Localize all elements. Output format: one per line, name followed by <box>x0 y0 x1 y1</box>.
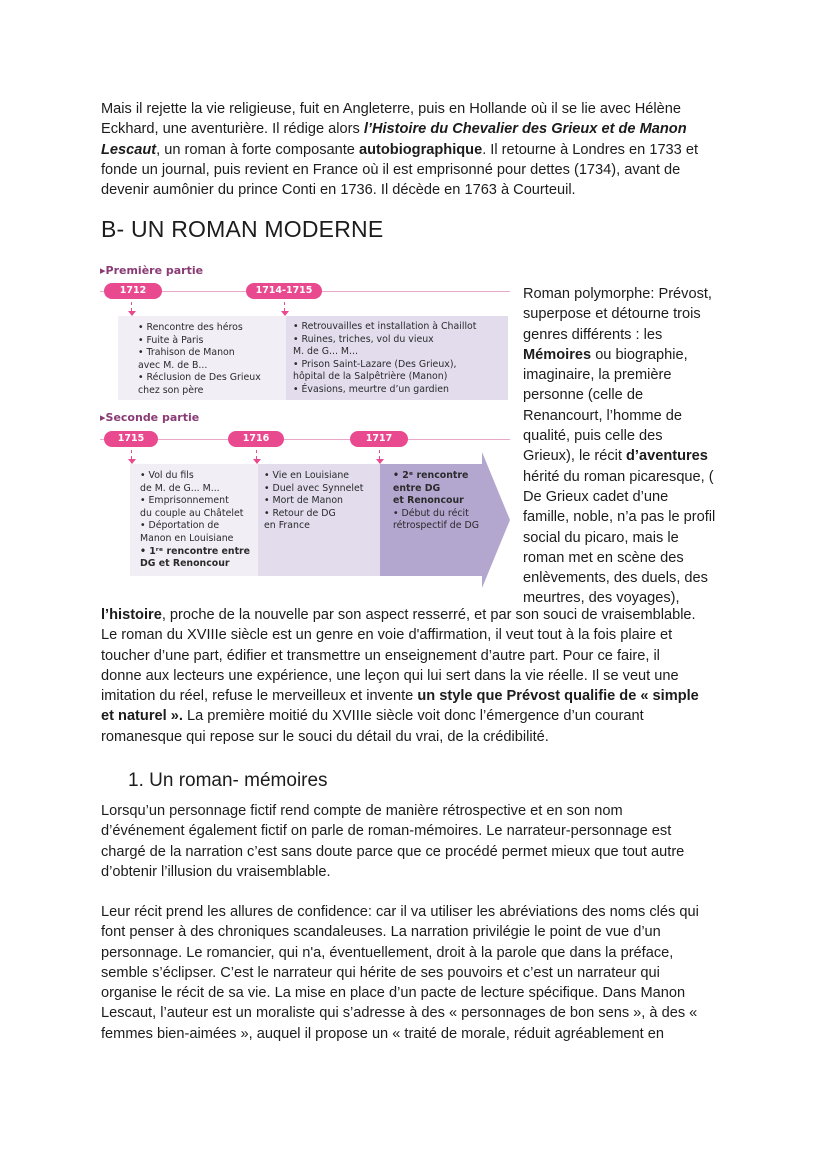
body-paragraph-4: Leur récit prend les allures de confidence: car il va utiliser les abréviations des noms clés qui font penser à des chroniques scandaleuses. La narration privilégie le point de vue d’un personnage. Le romancier, qui n'a, éventuellement, droit à la parole que dans la préface, semble s’éclipser. C’est le narrateur qui hérite de ses pouvoirs et c’est un narrateur qui organise le récit de sa vie. La mise en place d’un pacte de lecture spécifique. Dans Manon Lescaut, l’auteur est un moraliste qui s’adresse à des « personnages de bon sens », à des « femmes bien-aimées », auquel il propose un « traité de morale, réduit agréablement en <box>101 904 699 1042</box>
date-1714-1715: 1714-1715 <box>246 283 322 299</box>
date-1715: 1715 <box>104 431 158 447</box>
date-1716: 1716 <box>228 431 284 447</box>
body-paragraph-3: Lorsqu’un personnage fictif rend compte de manière rétrospective et en son nom d’événement également fictif on parle de roman-mémoires. Le narrateur-personnage est chargé de la narration c’est sans doute parce que ce procédé permet mieux que tout autre d’obtenir l’illusion du vraisemblable. <box>101 803 685 880</box>
section-title-roman-memoires: 1. Un roman- mémoires <box>128 770 328 791</box>
tick-marker <box>131 302 132 311</box>
events-1714-1715: • Retrouvailles et installation à Chaillot • Ruines, triches, vol du vieux M. de G... M... • Prison Saint-Lazare (Des Grieux), hôpital de la Salpêtrière (Manon) • Évasions, meurtre d’un gardien <box>293 321 477 395</box>
events-1712: • Rencontre des héros • Fuite à Paris • Trahison de Manon avec M. de B... • Réclusion de Des Grieux chez son père <box>138 322 261 396</box>
events-1717: • 2ᵉ rencontre entre DG et Renoncour • Début du récit rétrospectif de DG <box>393 470 479 532</box>
timeline-figure <box>100 262 512 592</box>
date-1712: 1712 <box>104 283 162 299</box>
events-1716: • Vie en Louisiane • Duel avec Synnelet • Mort de Manon • Retour de DG en France <box>264 470 364 532</box>
date-1717: 1717 <box>350 431 408 447</box>
side-paragraph: Roman polymorphe: Prévost, superpose et détourne trois genres différents : les Mémoires ou biographie, imaginaire, la première personne (celle de Renancourt, l’homme de qualité, puis celle des Grieux), le récit d’aventures hérité du roman picaresque, ( De Grieux cadet d’une famille, noble, n’a pas le profil social du picaro, mais le roman met en scène des enlèvements, des duels, des meurtres, des voyages), <box>523 286 716 607</box>
events-1715: • Vol du fils de M. de G... M... • Emprisonnement du couple au Châtelet • Déportation de Manon en Louisiane • 1ʳᵉ rencontre entre DG et Renoncour <box>140 470 251 570</box>
part1-title: ▸Première partie <box>100 264 204 277</box>
body-paragraph-2: l’histoire, proche de la nouvelle par son aspect resserré, et par son souci de vraisemblable. Le roman du XVIIIe siècle est un genre en voie d'affirmation, il veut tout à la fois plaire et toucher d’une part, édifier et transmettre un enseignement d’autre part. Pour ce faire, il donne aux lecteurs une expérience, une leçon qui lui sert dans la vie réelle. Il se veut une imitation du réel, refuse le merveilleux et invente un style que Prévost qualifie de « simple et naturel ». La première moitié du XVIIIe siècle voit donc l’émergence d’un courant romanesque qui repose sur le souci du détail du vrai, de la crédibilité. <box>101 607 699 745</box>
tick-marker <box>284 302 285 311</box>
timeline-axis-2 <box>100 439 510 440</box>
section-title-roman-moderne: B- UN ROMAN MODERNE <box>101 216 384 242</box>
intro-paragraph: Mais il rejette la vie religieuse, fuit en Angleterre, puis en Hollande où il se lie avec Hélène Eckhard, une aventurière. Il rédige alors l’Histoire du Chevalier des Grieux et de Manon Lescaut, un roman à forte composante autobiographique. Il retourne à Londres en 1733 et fonde un journal, puis revient en France où il est emprisonné pour dettes (1734), avant de devenir aumônier du prince Conti en 1736. Il décède en 1763 à Courteuil. <box>101 101 699 199</box>
part2-title: ▸Seconde partie <box>100 411 200 424</box>
